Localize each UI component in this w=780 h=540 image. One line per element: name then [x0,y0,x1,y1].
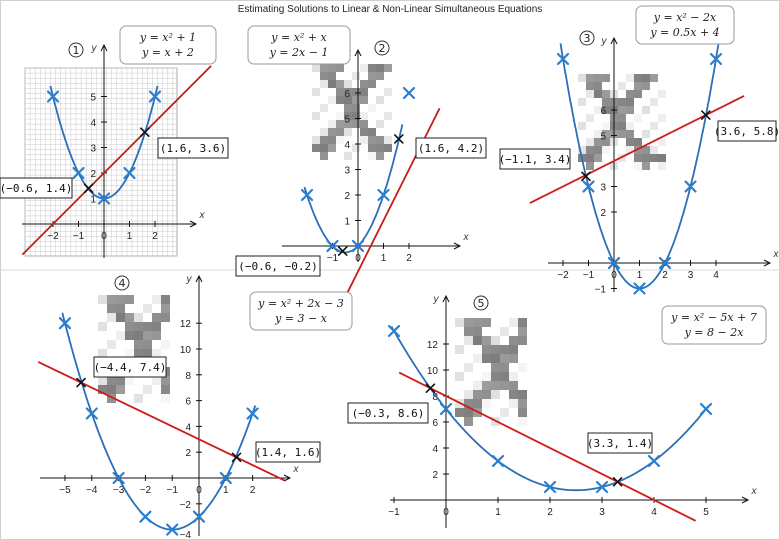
equation-quadratic: y = x² + 1 [139,31,197,44]
y-tick-label: 12 [426,340,438,351]
x-tick-label: 2 [547,507,553,518]
panel-number-badge [580,31,594,45]
solution-box [348,403,428,423]
y-tick-label: 5 [600,131,606,143]
solution-box [714,121,780,141]
x-tick-label: 2 [249,485,256,496]
solution-box [236,256,320,276]
y-tick-label: 4 [344,140,350,151]
x-tick-label: 1 [495,507,501,518]
y-tick-label: 4 [90,118,96,129]
intersection-marker [426,384,434,392]
equation-linear: y = 3 − x [275,312,327,325]
y-tick-label: 4 [432,444,438,455]
x-tick-label: 0 [101,231,107,242]
x-tick-label: −1 [388,507,400,518]
panel-number-badge [115,276,129,290]
x-tick-label: 0 [611,270,617,281]
y-tick-label: 5 [90,92,96,104]
y-tick-label: 2 [90,169,96,180]
graph-panel-2 [236,26,486,312]
solution-label: (1.6, 3.6) [159,142,227,155]
x-axis-label: x [773,249,779,260]
watermark-blob [312,64,392,160]
x-tick-label: 3 [687,270,694,281]
quadratic-curve [62,313,255,530]
x-tick-label: −1 [582,270,595,281]
curve-point-marker [379,190,389,200]
page-title: Estimating Solutions to Linear & Non-Linear Simultaneous Equations [237,4,543,15]
graph-panel-5 [348,294,766,528]
y-tick-label: 6 [600,106,606,117]
y-axis-label: y [186,274,192,285]
y-tick-label: −1 [594,284,606,296]
y-tick-label: 10 [179,345,191,356]
panel-number-badge [69,43,83,57]
x-axis-label: x [293,464,299,475]
x-tick-label: 2 [662,270,668,281]
curve-point-marker [302,190,312,200]
y-tick-label: 1 [90,194,96,206]
y-tick-label: 4 [185,422,191,434]
y-tick-label: 8 [185,370,191,382]
x-tick-label: 5 [703,507,709,518]
badge-number: 4 [118,277,126,290]
panel-number-badge [474,296,488,310]
solution-box [158,138,228,158]
solution-box [255,442,321,462]
y-tick-label: 10 [426,366,438,377]
equation-quadratic: y = x² + 2x − 3 [258,297,344,310]
x-tick-label: 0 [196,485,202,496]
watermark-blob [455,318,527,426]
graph-panel-1 [0,26,228,258]
x-axis-label: x [199,210,205,221]
quadratic-curve [391,326,708,490]
x-tick-label: −5 [59,485,71,496]
badge-number: 3 [583,32,591,45]
equation-quadratic: y = x² − 5x + 7 [671,311,757,324]
x-tick-label: 0 [355,253,361,264]
solution-box [0,178,72,198]
y-tick-label: 6 [185,396,191,408]
solution-label: (−4.4, 7.4) [93,361,167,374]
x-tick-label: 2 [406,253,412,264]
y-axis-label: y [433,294,439,305]
equation-quadratic: y = x² + x [271,31,327,44]
x-tick-label: 4 [713,270,719,281]
x-tick-label: 2 [152,231,158,242]
y-axis-label: y [601,36,607,47]
x-tick-label: 3 [599,507,605,518]
solution-label: (−0.3, 8.6) [351,407,425,420]
equation-linear: y = 8 − 2x [684,326,744,339]
solution-label: (3.3, 1.4) [586,437,654,450]
y-tick-label: 12 [179,319,191,331]
graph-panel-3 [499,6,780,296]
intersection-marker [614,478,622,486]
x-tick-label: −1 [72,231,85,242]
y-tick-label: 3 [90,143,96,155]
y-tick-label: 3 [600,182,606,194]
y-tick-label: 1 [344,216,350,228]
solution-box [416,138,486,158]
badge-number: 5 [477,297,485,310]
watermark-blob [578,74,666,170]
curve-point-marker [87,409,97,419]
x-tick-label: −1 [326,253,339,264]
watermark-blob [98,295,170,403]
x-tick-label: −4 [86,485,98,496]
x-tick-label: 1 [636,270,643,281]
y-tick-label: −2 [179,499,191,511]
equation-linear: y = 2x − 1 [269,46,329,59]
x-tick-label: 1 [223,485,229,496]
solution-box [94,357,167,377]
solution-box [499,149,572,169]
solution-label: (−0.6, −0.2) [238,260,318,273]
equation-linear: y = 0.5x + 4 [650,26,720,39]
x-tick-label: −3 [112,485,125,496]
x-tick-label: −2 [47,231,59,242]
curve-point-marker [404,88,414,98]
curve-point-marker [248,409,258,419]
badge-number: 1 [72,44,80,57]
badge-number: 2 [378,42,386,55]
x-tick-label: 1 [380,253,387,264]
curve-point-marker [649,456,659,466]
curve-point-marker [493,456,503,466]
panel-number-badge [375,41,389,55]
solution-label: (−1.1, 3.4) [498,153,572,166]
solution-label: (1.6, 4.2) [417,142,485,155]
x-tick-label: 0 [443,507,449,518]
graph-panel-4 [38,274,352,540]
x-tick-label: −1 [166,485,178,496]
x-tick-label: 1 [126,231,133,242]
y-axis-label: y [91,43,97,54]
curve-point-marker [389,326,399,336]
solution-label: (3.6, 5.8) [713,125,780,138]
y-tick-label: 8 [432,392,438,403]
curve-point-marker [140,512,150,522]
solution-label: (−0.6, 1.4) [0,182,73,195]
y-tick-label: 2 [185,448,191,460]
solution-label: (1.4, 1.6) [254,446,322,459]
y-tick-label: 3 [344,165,350,177]
x-tick-label: 4 [651,507,657,518]
equation-quadratic: y = x² − 2x [653,11,717,24]
y-tick-label: 6 [432,418,438,429]
y-tick-label: 6 [344,89,350,100]
y-tick-label: 5 [344,114,350,126]
y-tick-label: 2 [600,208,606,219]
x-axis-label: x [751,486,757,497]
curve-point-marker [701,404,711,414]
y-tick-label: 2 [344,191,350,202]
y-tick-label: −4 [179,530,191,540]
x-tick-label: −2 [139,485,152,496]
y-tick-label: 2 [432,470,438,481]
x-axis-label: x [463,232,469,243]
solution-box [587,433,653,453]
equation-linear: y = x + 2 [142,46,194,59]
x-tick-label: −2 [557,270,569,281]
